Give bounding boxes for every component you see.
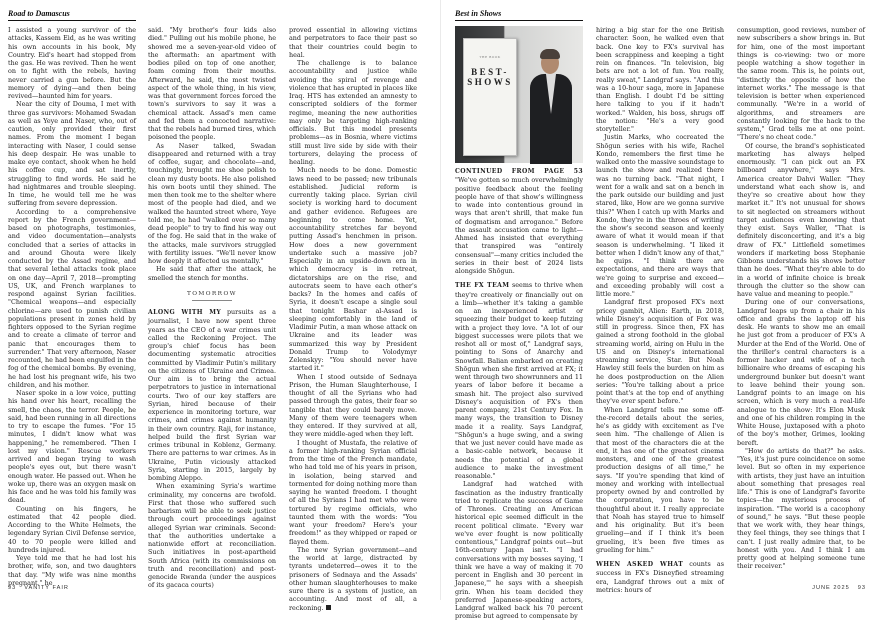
paragraph: Justin Marks, who cocreated the Shōgun series with his wife, Rachel Kondo, remembers the first time he walked onto the massive soundstage to launch the show and realized there was no turning back. "That night, I went for a walk and sat on a bench in the park outside our building and just stared, like, How are we gonna survive this?" When I catch up with Marks and Kondo, they're in the throes of writing the show's second season and keenly aware of what it would mean if that season is underwhelming. "I liked it better when I didn't know any of that," he quips. "I think there are expectations, and there are ways that we're going to surprise and exceed—and exceeding probably will cost a little more." bbox=[596, 133, 724, 298]
paragraph: When I stood outside of Sednaya Prison, the Human Slaughterhouse, I thought of all the Syrians who had passed through the gates, their fear so tangible that they could barely move. Many of them were teenagers when they entered. If they survived at all, they were middle-aged when they left. bbox=[289, 372, 417, 439]
paragraph-text: counts as success in FX's Disneyfied streaming era, Landgraf throws out a mix of metrics: hours of bbox=[596, 560, 724, 594]
paragraph: hiring a big star for the one British character. Soon, he walked even that back. One key to FX's survival has been scrappiness and keeping a tight rein on finances. "In television, big bets are not a lot of fun. You really, really sweat," Landgraf says. "And this was a 10-hour saga, more in Japanese than English. I doubt I'd be sitting here talking to you if it hadn't worked." Walden, his boss, shrugs off the notion: "He's a very good storyteller." bbox=[596, 26, 724, 133]
paragraph-text: seems to thrive when they're creatively or financially out on a limb—whether it's taking a gamble on an inexperienced artist or squeezing their budget to keep futzing with a project they love. "A lot of our biggest successes were pilots that we reshot all or most of," Landgraf says, pointing to Sons of Anarchy and Snowfall. Balian embarked on creating Shōgun when she first arrived at FX; it went through two showrunners and 11 years of labor before it became a smash hit. The project also survived Disney's acquisition of FX's then parent company, 21st Century Fox. In many ways, the transition to Disney made it a reality. Says Landgraf, "Shōgun's a huge swing, and a swing that we just never could have made as a basic-cable network, because it needs the potential of a global audience to make the investment reasonable." bbox=[455, 281, 583, 480]
paragraph: The challenge is to balance accountability and justice while avoiding the spiral of revenge and violence that has erupted in places like Iraq. HTS has extended an amnesty to conscripted soldiers of the former regime, meaning the new authorities may only be targeting high-ranking officials. But this model presents problems—as in Bosnia, where victims still must live side by side with their torturers, delaying the process of healing. bbox=[289, 59, 417, 166]
figure-hair bbox=[540, 49, 560, 59]
paragraph: As Naser talked, Swadan disappeared and returned with a tray of coffee, sugar, and chocolate—and, touchingly, brought me shoe polish to clean my dusty boots. He also polished his own boots until they shined. The men then took me to the shelter where most of the people had died, and we walked the haunted street where, Yeye told me, he had "walked over so many dead people" to try to find his way out of the fog. He said that in the wake of the attacks, male survivors struggled with fertility issues. "We'll never know how deeply it affected us mentally." bbox=[148, 141, 276, 265]
paragraph bbox=[596, 560, 724, 594]
paragraph: "How do artists do that?" he asks. "Yes, it's just pure coincidence on some level. But so often in my experience with artists, they just have an intuition about something that presages real life." This is one of Landgraf's favorite topics—the mysterious process of inspiration. "The world is a cacophony of sound," he says. "But these people that we work with, they hear things, they feel things, they see things that I can't. I just really admire that, to be honest with you. And I think I am pretty good at helping someone tune their receiver." bbox=[737, 446, 866, 571]
paragraph: proved essential in allowing victims and perpetrators to face their past so that their countries could begin to heal. bbox=[289, 26, 417, 59]
paragraph: During one of our conversations, Landgraf leaps up from a chair in his office and grabs the laptop off his desk. He wants to show me an email he just got from a producer of FX's A Murder at the End of the World. One of the thriller's central characters is a former hacker and wife of a tech billionaire who dreams of escaping his underground bunker but doesn't want to leave behind their young son. Landgraf points to an image on his screen, which is very much a real-life analogue to the show: It's Elon Musk and one of his children romping in the White House, juxtaposed with a photo of the boy's mother, Grimes, looking bereft. bbox=[737, 298, 865, 447]
paragraph: Landgraf first proposed FX's next pricey gambit, Alien: Earth, in 2018, while Disney's acquisition of Fox was still in progress. Since then, FX has gained a strong foothold in the global streaming world, airing on Hulu in the US and on Disney's international streaming service, Star. But Noah Hawley still feels the burden on him as he does postproduction on the Alien series: "You're talking about a price point that's at the top end of anything they've ever spent before." bbox=[596, 298, 724, 406]
page-number: 93 bbox=[8, 585, 17, 591]
paragraph: When Landgraf tells me some off-the-record details about the series, he's as giddy with excitement as I've seen him. "The challenge of Alien is that most of the characters die at the end, it has one of the greatest cinema monsters, and one of the greatest production designs of all time," he says. "If you're spending that kind of money and working with intellectual property owned by and controlled by the corporation, you have to be thoughtful about it. I really appreciate that Noah has stayed true to himself and his originality. But it's been grueling—and if I think it's been grueling, it's been five times as grueling for him." bbox=[596, 405, 724, 554]
continued-paragraph bbox=[455, 167, 583, 275]
page-number: 93 bbox=[857, 585, 866, 591]
right-page bbox=[441, 0, 882, 621]
paragraph: When examining Syria's wartime criminality, my concerns are twofold. First that those who suffered such barbarism will be able to seek justice through court proceedings against alleged Syrian war criminals. Second: that the authorities undertake a nationwide effort at reconciliation. Such initiatives in post-apartheid South Africa (with its commissions on truth and reconciliation) and post-genocide Rwanda (under the auspices of its gacaca courts) bbox=[148, 482, 276, 590]
continued-from-label: CONTINUED FROM PAGE 53 bbox=[455, 168, 583, 175]
book-small-text: THE BOOK bbox=[479, 55, 501, 59]
section-divider: TOMORROW bbox=[148, 290, 276, 301]
paragraph: Much needs to be done. Domestic laws need to be passed; new tribunals established. Judicial reform is currently taking place. Syrian civil society is working hard to document and gather evidence. Refugees are beginning to come home. Yet, accountability stretches far beyond putting Assad's henchmen in prison. How does a new government undertake such a massive job? Especially in an upside-down era in which democracy is in retreat, dictatorships are on the rise, and autocrats seem to have each other's backs? In the homes and cafés of Syria, it doesn't escape a single soul that tonight Bashar al-Assad is sleeping comfortably in the land of Vladimir Putin, a man whose attack on Ukraine and its leader was summarized this way by President Donald Trump to Volodymyr Zelenskyy: "You should never have started it." bbox=[289, 166, 417, 373]
article-column-2 bbox=[148, 26, 276, 590]
article-column-3 bbox=[737, 26, 865, 571]
paragraph: He said that after the attack, he smelled the stench for months. bbox=[148, 265, 276, 282]
lead-in-caps: ALONG WITH MY bbox=[148, 309, 222, 316]
paragraph: consumption, good reviews, number of new subscribers a show brings in. But for him, one of the most important things is co-viewing: two or more people watching a show together in the same room. This is, he points out, "distinctly the opposite of how the internet works." The message is that television is better when experienced communally. "We're in a world of algorithms, and streamers are constantly looking for the hack to the system," Grad tells me at one point. "There's no cheat code." bbox=[737, 26, 865, 142]
book-cover bbox=[463, 38, 517, 156]
paragraph bbox=[455, 281, 583, 480]
paragraph: Counting on his fingers, he estimated that 42 people died. According to the White Helmets, the legendary Syrian Civil Defense service, 40 to 70 people were killed and hundreds injured. bbox=[8, 504, 136, 554]
section-title: Best in Shows bbox=[455, 9, 583, 21]
lead-in-caps: WHEN ASKED WHAT bbox=[596, 561, 684, 568]
paragraph bbox=[289, 546, 417, 612]
paragraph: Near the city of Douma, I met with three gas survivors: Mohamed Swadan as well as Yeye and Naser, who, out of caution, only provided their first names. From the moment I began interacting with Naser, I could sense his deep despair. He was unable to make eye contact, shook when he held his coffee cup, and sat inertly, struggling to find words. He said he had nightmares and trouble sleeping. In time, he would tell me he was suffering from severe depression. bbox=[8, 100, 136, 208]
section-title: Road to Damascus bbox=[8, 9, 136, 21]
paragraph-text: pursuits as a journalist, I have now spent three years as the CEO of a war crimes unit called the Reckoning Project. The group's chief focus has been documenting systematic atrocities committed by Vladimir Putin's military on the citizens of Ukraine and Crimea. Our aim is to bring the actual perpetrators to justice in international courts. Two of our key staffers are Syrian, hired because of their experience in monitoring torture, war crimes, and crimes against humanity in their own country. Raji, for instance, helped build the first Syrian war crimes tribunal in Koblenz, Germany. There are patterns to war crimes. As in Ukraine, Putin viciously attacked Syria, starting in 2015, largely by bombing Aleppo. bbox=[148, 308, 276, 482]
portrait-figure bbox=[525, 46, 577, 163]
article-column-1 bbox=[455, 26, 583, 621]
paragraph: Landgraf had watched with fascination as the industry frantically tried to replicate the success of Game of Thrones. Creating an American historical epic seemed difficult in the recent political climate. "Every war we've ever fought is now politically contentious," Landgraf points out—but 16th-century Japan isn't. "I had conversations with my bosses saying, 'I think we have a way of making it 70 percent in English and 30 percent in Japanese,'" he says with a sheepish grin. When his team decided they preferred Japanese-speaking actors, Landgraf walked back his 70 percent promise but agreed to compensate by bbox=[455, 480, 583, 621]
paragraph: Yeye told me that he had lost his brother, wife, son, and two daughters that day. "My wife was nine months pregnant," he bbox=[8, 554, 136, 587]
book-title: BEST-SHOWS bbox=[467, 67, 513, 87]
paragraph: said. "My brother's four kids also died." Pulling out his mobile phone, he showed me a seven-year-old video of the aftermath: an apartment with bodies piled on top of one another, foam coming from their mouths. Afterward, he said, the most twisted aspect of the whole thing, in his view, was that government forces forced the town's survivors to say it was a chemical attack. Assad's men came and fed them a concocted narrative: that the rebels had burned tires, which poisoned the people. bbox=[148, 26, 276, 142]
page-folio bbox=[8, 585, 77, 591]
left-page bbox=[0, 0, 441, 612]
lead-in-caps: THE FX TEAM bbox=[455, 282, 510, 290]
article-column-1 bbox=[8, 26, 136, 587]
issue-date: JUNE 2025 bbox=[812, 585, 850, 591]
page-folio bbox=[812, 585, 874, 591]
magazine-name: VANITY FAIR bbox=[24, 585, 69, 591]
paragraph: I thought of Mustafa, the relative of a former high-ranking Syrian official from the time of the French mandate, who had told me of his years in prison, in isolation, being starved and tormented for doing nothing more than saying he wanted freedom. I thought of all the Syrians I had met who were tortured by regime officials, who taunted them with the words: "You want your freedom? Here's your freedom!" as they whipped or raped or flayed them. bbox=[289, 438, 417, 546]
paragraph-text: The new Syrian government—and the world at large, distracted by tyrants undeterred—owes it to the prisoners of Sednaya and the Assads' other human slaughterhouses to make sure there is a system of justice, an accounting. And most of all, a reckoning. bbox=[289, 545, 417, 612]
paragraph: According to a comprehensive report by the French government—based on photographs, testimonies, and video documentation—analysts concluded that a series of attacks in and around Ghouta were likely conducted by the Assad regime, and that several lethal attacks took place on one day—April 7, 2018—prompting US, UK, and French warplanes to respond against Syrian facilities. "Chemical weapons—and especially chlorine—are used to punish civilian populations present in zones held by fighters opposed to the Syrian regime and to create a climate of terror and panic that encourages them to surrender." That very afternoon, Naser recounted, he had been engulfed in the fog of the chemical bombs. By evening, he had lost his pregnant wife, his two children, and his mother. bbox=[8, 207, 136, 389]
paragraph: Naser spoke in a low voice, putting his hand over his heart, recalling the smell, the chaos, the terror. People, he said, had been running in all directions to try to escape the fumes. "For 15 minutes, I didn't know what was happening," he remembered. "Then I lost my vision." Rescue workers arrived and began trying to wash people's eyes out, but there wasn't enough water. He passed out. When he woke up, there was an oxygen mask on his face and he was told his family was dead. bbox=[8, 389, 136, 505]
paragraph: I assisted a young survivor of the attacks, Kassem Eid, as he was writing his own accounts in his book, My Country. Eid's heart had stopped from the gas. He was revived. Then he went on to fight with the rebels, having never carried a gun before. But the memory of dying—and then being revived—haunted him for years. bbox=[8, 26, 136, 100]
paragraph bbox=[148, 308, 276, 482]
book-photo bbox=[455, 26, 583, 163]
end-mark-icon bbox=[326, 605, 331, 610]
paragraph: Of course, the brand's sophisticated marketing has always helped enormously. "I can pick out an FX billboard anywhere," says Mrs. America creator Dahvi Waller. "They understand what each show is, and they're so creative about how they market it." It's not unusual for shows to sit neglected on streamers without target audiences even knowing that they exist. Says Waller, "That is definitely disconcerting, and it's a big draw of FX." Littlefield sometimes wonders if marketing boss Stephanie Gibbons understands his shows better than he does. "What they're able to do in a world of infinite choice is break through the clutter so the show can have value and meaning to people." bbox=[737, 141, 865, 298]
paragraph-text: "We've gotten so much overwhelmingly positive feedback about the feeling people have of that show's willingness to wade into contentious ground in ways that aren't shrill, that make fun of dogmatism and arrogance." Before the assault accusation came to light—Ahmed has insisted that everything that transpired was "entirely consensual"—many critics included the series in their best of 2024 lists alongside Shōgun. bbox=[455, 176, 583, 275]
article-column-3 bbox=[289, 26, 417, 612]
article-column-2 bbox=[596, 26, 724, 594]
